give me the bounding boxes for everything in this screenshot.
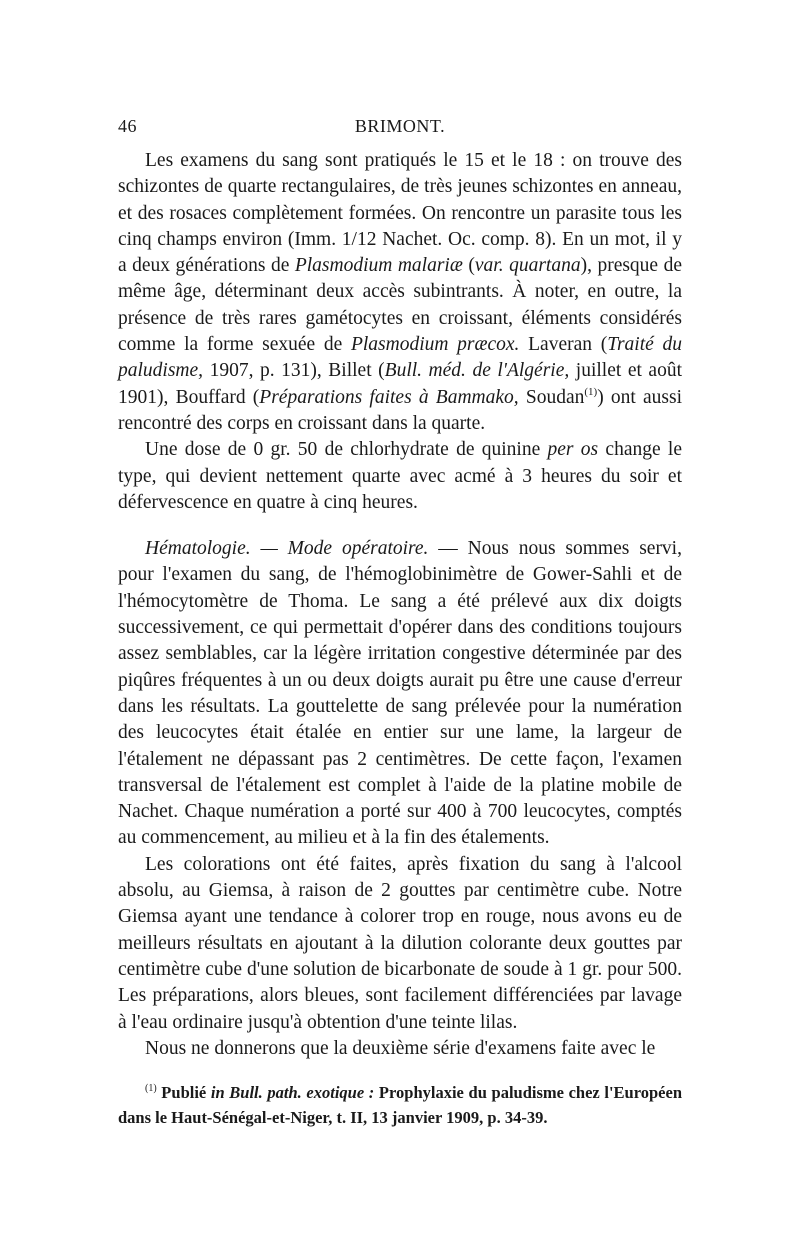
section-heading: Hématologie. — Mode opératoire. — [145, 538, 429, 560]
page-number: 46 — [118, 116, 137, 136]
paragraph-2: Une dose de 0 gr. 50 de chlorhydrate de quinine per os change le type, qui devient nettement quarte avec acmé à 3 heures du soir et défervescence en quatre à cinq heures. — [118, 439, 682, 513]
body-text — [118, 148, 682, 1062]
paragraph-1: Les examens du sang sont pratiqués le 15 et le 18 : on trouve des schizontes de quarte rectangulaires, de très jeunes schizontes en anneau, et des rosaces complètement formées. On rencontre un parasite tous les cinq champs environ (Imm. 1/12 Nachet. Oc. comp. 8). En un mot, il y a deux générations de Plasmodium malariæ (var. quartana), presque de même âge, déterminant deux accès subintrants. À noter, en outre, la présence de très rares gamétocytes en croissant, éléments considérés comme la forme sexuée de Plasmodium præcox. Laveran (Traité du paludisme, 1907, p. 131), Billet (Bull. méd. de l'Algérie, juillet et août 1901), Bouffard (Préparations faites à Bammako, Soudan$^{(1)}$) ont aussi rencontré des corps en croissant dans la quarte. — [118, 150, 683, 434]
paragraph-3: Hématologie. — Mode opératoire. — Nous nous sommes servi, pour l'examen du sang, de l'hémoglobinimètre de Gower-Sahli et de l'hémocytomètre de Thoma. Le sang a été prélevé aux dix doigts successivement, ce qui permettait d'opérer dans des conditions toujours assez semblables, car la légère irritation congestive déterminée par des piqûres fréquentes à un ou deux doigts aurait pu être une cause d'erreur dans les résultats. La gouttelette de sang prélevée pour la numération des leucocytes était étalée en entier sur une lame, la largeur de l'étalement ne dépassant pas 2 centimètres. De cette façon, l'examen transversal de l'étalement est complet à l'aide de la platine mobile de Nachet. Chaque numération a porté sur 400 à 700 leucocytes, comptés au commencement, au milieu et à la fin des étalements. — [118, 538, 682, 849]
footnote-mark: (1) — [145, 1083, 157, 1094]
running-head: BRIMONT. — [354, 116, 446, 136]
footnote: $^{(1)}$ Publié in Bull. path. exotique : Prophylaxie du paludisme chez l'Européen dans le Haut-Sénégal-et-Niger, t. II, 13 janvier 1909, p. 34-39. — [118, 1083, 682, 1127]
paragraph-5: Nous ne donnerons que la deuxième série d'examens faite avec le — [145, 1037, 656, 1059]
footnote-reference: (1) — [584, 385, 598, 398]
page-header — [118, 116, 682, 140]
paragraph-4: Les colorations ont été faites, après fixation du sang à l'alcool absolu, au Giemsa, à raison de 2 gouttes par centimètre cube. Notre Giemsa ayant une tendance à colorer trop en rouge, nous avons eu de meilleurs résultats en ajoutant à la dilution colorante deux gouttes par centimètre cube d'une solution de bicarbonate de soude à 1 gr. pour 500. Les préparations, alors bleues, sont facilement différenciées par lavage à l'eau ordinaire jusqu'à obtention d'une teinte lilas. — [118, 853, 682, 1033]
